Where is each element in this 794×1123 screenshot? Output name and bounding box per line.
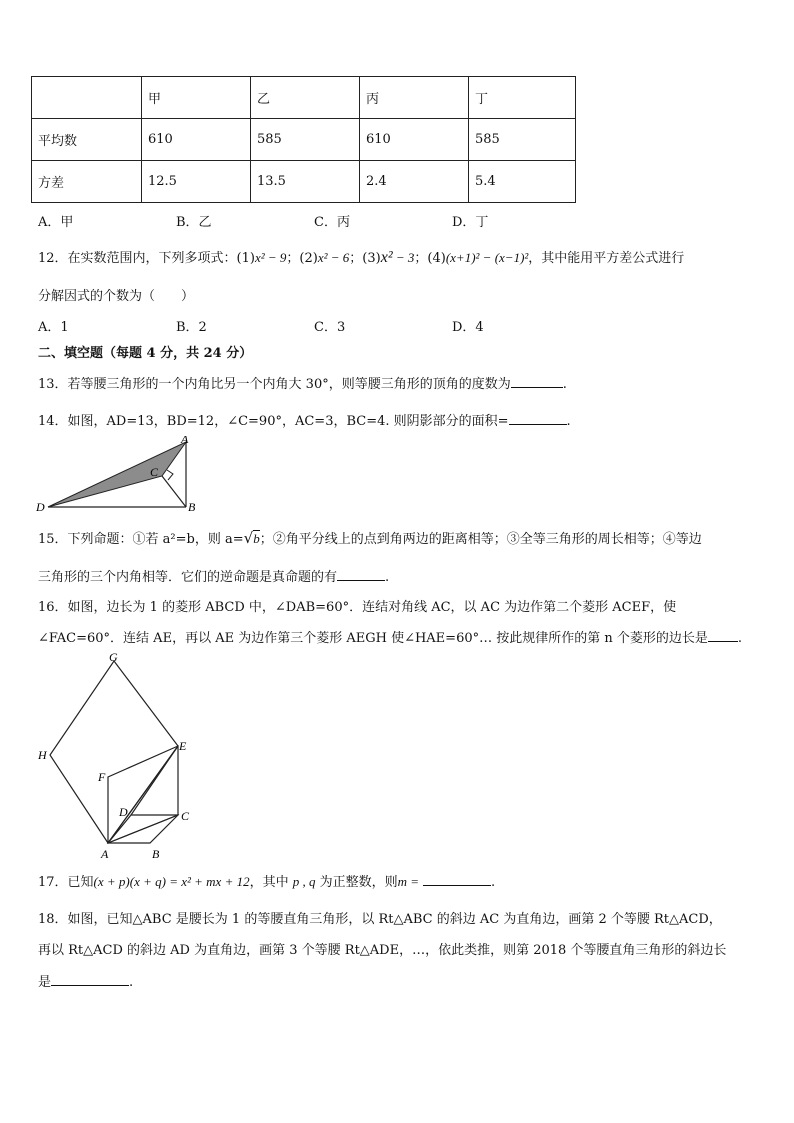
q11-option-d[interactable]: D．丁 <box>452 215 489 230</box>
q12-sep-2: ；(3) <box>349 251 381 266</box>
table-cell <box>32 77 142 119</box>
table-cell: 610 <box>360 119 469 161</box>
label-h: H <box>38 748 47 762</box>
q16-end: . <box>737 631 743 646</box>
q14-answer-blank[interactable] <box>509 424 567 425</box>
q15-answer-blank[interactable] <box>337 580 385 581</box>
q15-line2 <box>38 566 389 585</box>
q17-line <box>38 871 495 890</box>
q14-end: . <box>566 414 571 429</box>
q18-line3-text: 是 <box>38 975 52 990</box>
label-f: F <box>98 770 106 784</box>
q12-sep-3: ；(4) <box>414 251 446 266</box>
right-angle-mark <box>167 470 173 480</box>
q16-line1: 16．如图，边长为 1 的菱形 ABCD 中，∠DAB=60°．连结对角线 AC，以 AC 为边作第二个菱形 ACEF，使 <box>38 600 677 615</box>
q16-figure <box>30 645 205 863</box>
label-c: C <box>181 809 190 823</box>
q14-stem: 14．如图，AD=13，BD=12，∠C=90°，AC=3，BC=4. 则阴影部分的面积= <box>38 414 509 429</box>
section-title: 二、填空题（每题 4 分，共 24 分） <box>38 346 253 361</box>
table-cell: 2.4 <box>360 161 469 203</box>
q13-answer-blank[interactable] <box>511 387 563 388</box>
table-header-row <box>32 77 576 119</box>
q11-option-b[interactable]: B．乙 <box>176 215 212 230</box>
q16-answer-blank[interactable] <box>708 641 738 642</box>
q17-expr: (x + p)(x + q) = x² + mx + 12 <box>93 874 250 889</box>
label-b: B <box>188 500 196 514</box>
q18-end: . <box>129 975 134 990</box>
q12-option-c[interactable]: C．3 <box>314 320 346 335</box>
q18-line1: 18．如图，已知△ABC 是腰长为 1 的等腰直角三角形，以 Rt△ABC 的斜边 AC 为直角边，画第 2 个等腰 Rt△ACD， <box>38 912 722 927</box>
table-cell: 丙 <box>360 77 469 119</box>
table-cell: 12.5 <box>142 161 251 203</box>
q18-answer-blank[interactable] <box>51 985 129 986</box>
q15-line1 <box>38 528 702 547</box>
q12-option-b[interactable]: B．2 <box>176 320 207 335</box>
q18-line2: 再以 Rt△ACD 的斜边 AD 为直角边，画第 3 个等腰 Rt△ADE，…，依此类推，则第 2018 个等腰直角三角形的斜边长 <box>38 943 727 958</box>
q12-expr-2: x² − 6 <box>317 250 350 265</box>
shaded-region <box>48 442 186 507</box>
label-g: G <box>109 650 118 664</box>
q12-option-a[interactable]: A．1 <box>38 320 69 335</box>
q12-expr-1: x² − 9 <box>254 250 287 265</box>
rhombus-aegh <box>50 661 178 843</box>
q12-expr-3b: − 3 <box>392 250 415 265</box>
q15-end: . <box>385 570 390 585</box>
q15-line1a: 15．下列命题：①若 a²=b，则 a= <box>38 532 244 547</box>
q15-line1b: ；②角平分线上的点到角两边的距离相等；③全等三角形的周长相等；④等边 <box>259 532 702 547</box>
q12-sep-1: ；(2) <box>286 251 318 266</box>
segment-cb <box>162 476 186 507</box>
label-a: A <box>101 847 109 861</box>
table-cell: 610 <box>142 119 251 161</box>
q12-line2: 分解因式的个数为（ ） <box>38 289 195 304</box>
label-a: A <box>181 436 189 446</box>
table-cell: 平均数 <box>32 119 142 161</box>
table-cell: 5.4 <box>469 161 576 203</box>
q14-figure <box>30 436 210 514</box>
table-cell: 方差 <box>32 161 142 203</box>
q12-p1: (1) <box>236 251 255 266</box>
q11-option-c[interactable]: C．丙 <box>314 215 350 230</box>
q14-text <box>38 410 571 429</box>
q17-pq: p , q <box>292 874 316 889</box>
q11-option-a[interactable]: A．甲 <box>38 215 74 230</box>
label-d: D <box>119 805 128 819</box>
q16-line2 <box>38 627 742 646</box>
table-cell: 丁 <box>469 77 576 119</box>
q17-m: m = <box>397 874 420 889</box>
table-cell: 甲 <box>142 77 251 119</box>
q12-expr-4: (x+1)² − (x−1)² <box>445 250 529 265</box>
q15-line2-text: 三角形的三个内角相等．它们的逆命题是真命题的有 <box>38 570 338 585</box>
q17-answer-blank[interactable] <box>423 885 491 886</box>
table-row <box>32 119 576 161</box>
q17-mid: ，其中 <box>249 875 293 890</box>
table-cell: 585 <box>251 119 360 161</box>
q12-expr-3: x² <box>380 249 393 266</box>
q13-text <box>38 373 567 392</box>
label-c: C <box>150 465 159 479</box>
table-cell: 585 <box>469 119 576 161</box>
q17-mid2: 为正整数，则 <box>315 875 398 890</box>
q12-option-d[interactable]: D．4 <box>452 320 484 335</box>
q12-stem-start: 12．在实数范围内，下列多项式： <box>38 251 237 266</box>
q16-line2-text: ∠FAC=60°．连结 AE，再以 AE 为边作第三个菱形 AEGH 使∠HAE=60°… 按此规律所作的第 n 个菱形的边长是 <box>38 631 708 646</box>
q12-stem-end: ，其中能用平方差公式进行 <box>528 251 685 266</box>
q17-start: 17．已知 <box>38 875 94 890</box>
stats-table <box>31 76 576 203</box>
label-e: E <box>179 739 187 753</box>
label-b: B <box>152 847 160 861</box>
table-row <box>32 161 576 203</box>
table-cell: 乙 <box>251 77 360 119</box>
q17-end: . <box>491 875 496 890</box>
sqrt-sign: √ <box>243 529 254 547</box>
label-d: D <box>36 500 45 514</box>
table-cell: 13.5 <box>251 161 360 203</box>
q18-line3 <box>38 971 133 990</box>
q15-sqrt-arg: b <box>253 531 260 546</box>
q13-stem: 13．若等腰三角形的一个内角比另一个内角大 30°，则等腰三角形的顶角的度数为 <box>38 377 511 392</box>
q13-end: . <box>562 377 567 392</box>
q12-stem <box>38 247 684 267</box>
